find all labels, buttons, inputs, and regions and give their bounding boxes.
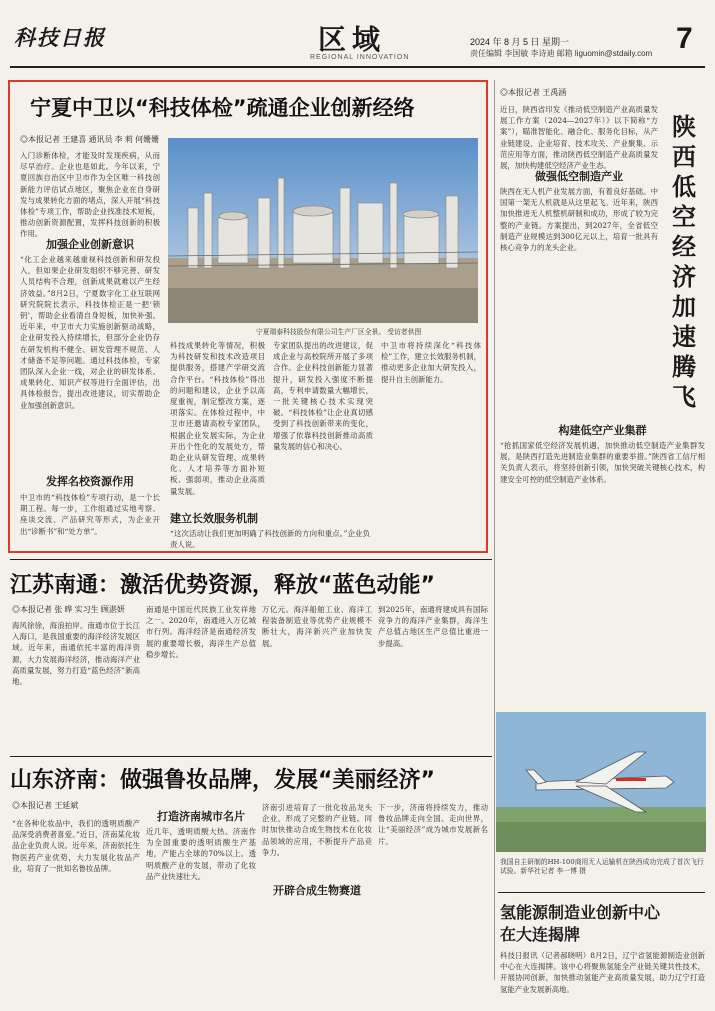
main-col-4: 中卫市将持续深化“科技体检”工作，建立长效服务机制，推动更多企业加大研发投入，提升自主创新能力。: [381, 341, 481, 384]
hydrogen-body: 科技日报讯（记者郝晓明）8月2日，辽宁省氢能源制造业创新中心在大连揭牌。该中心将聚焦氢能全产业链关键共性技术，开展协同创新，加快推动氢能产业高质量发展，助力辽宁打造氢能产业发展新高地。: [500, 951, 705, 994]
side-subhead-1: 做强低空制造产业: [535, 170, 623, 183]
side-headline-char: 加: [672, 293, 696, 321]
main-subhead-3: 建立长效服务机制: [170, 512, 258, 525]
jinan-col-2: 近几年，透明质酸大热。济南作为全国重要的透明质酸生产基地，产能占全球的70%以上。透明质酸产业的发展，带动了化妆品产业快速壮大。: [146, 827, 256, 881]
editors-line: 责任编辑 李国敏 李诗迪 邮箱 liguomin@stdaily.com: [470, 49, 653, 58]
nantong-col-2: 南通是中国近代民族工业发祥地之一。2020年，南通进入万亿城市行列。海洋经济是南通经济发展的重要增长极，海洋生产总值稳步增长。: [146, 605, 256, 659]
section-subtitle: REGIONAL INNOVATION: [310, 54, 410, 61]
jinan-headline: 山东济南：做强鲁妆品牌，发展“美丽经济”: [10, 768, 435, 793]
side-headline-char: 西: [672, 143, 696, 171]
nantong-col-3: 万亿元。海洋船舶工业、海洋工程装备制造业等优势产业规模不断壮大，海洋新兴产业加快发展。: [262, 605, 372, 648]
jinan-col-1: “在各种化妆品中，我们的透明质酸产品深受消费者喜爱。”近日，济南某化妆品企业负责人说。近年来，济南依托生物医药产业优势，大力发展化妆品产业，培育了一批知名鲁妆品牌。: [12, 819, 140, 873]
side-headline-char: 速: [672, 323, 696, 351]
main-subhead-2: 发挥名校资源作用: [46, 475, 134, 488]
hydrogen-headline-line-2: 在大连揭牌: [500, 925, 581, 944]
main-col-1: “化工企业越来越重视科技创新和研发投入，但如果企业研发组织不够完善、研发人员结构不合理，创新成果就难以产生经济效益。”8月2日，宁夏数字化工业互联网研究院院长表示，科技体检正是一把‘锁钥’，帮助企业看清自身短板，加快补强。近年来，中卫市大力实施创新驱动战略，企业研发投入持续增长，但部分企业仍存在研发机构不健全、研发管理不规范、人才储备不足等问题。通过科技体检，专家团队深入企业一线，对企业的研发体系、成果转化、知识产权等进行全面评估，出具体检报告，提出改进建议，切实帮助企业加强创新意识。: [20, 255, 160, 410]
main-lead: 入门诊断体检，才能及时发现疾病，从而尽早治疗。企业也是如此。今年以来，宁夏回族自治区中卫市作为全区唯一科技创新能力评估试点地区，聚焦企业在自身研发与成果转化方面的堵点，深入开展“科技体检”专项工作，帮助企业找准技术短板，推动创新资源配置，发挥科技创新的积极作用。: [20, 151, 160, 239]
side-headline-char: 飞: [672, 383, 696, 411]
section-title: 区域: [318, 23, 387, 56]
side-headline-char: 空: [672, 203, 696, 231]
side-headline-char: 济: [672, 263, 696, 291]
section-rule-jinan: [10, 756, 492, 757]
hydrogen-headline: [500, 902, 660, 946]
nantong-col-4: 到2025年，南通将建成具有国际竞争力的海洋产业集群，海洋生产总值占地区生产总值比重进一步提高。: [378, 605, 488, 648]
main-col-1b: 中卫市的“科技体检”专项行动，是一个长期工程。每一步，工作组通过实地考察、座谈交流、产品研究等形式，为企业开出“诊断书”和“处方单”。: [20, 493, 160, 536]
jinan-col-3: 济南引进培育了一批化妆品龙头企业，形成了完整的产业链。同时加快推动合成生物技术在化妆品领域的应用，不断提升产品竞争力。: [262, 803, 372, 857]
page-number: 7: [676, 22, 693, 55]
main-byline: ◎本报记者 王建喜 通讯员 李 莉 何姗姗: [20, 135, 160, 144]
plant-photo: [168, 138, 478, 323]
aircraft-photo: [496, 712, 706, 852]
jinan-subhead-1: 打造济南城市名片: [157, 810, 245, 823]
column-divider: [494, 80, 495, 980]
jinan-byline: ◎本报记者 王延斌: [12, 801, 79, 810]
plant-photo-caption: 宁夏瑞泰科技股份有限公司生产厂区全景。 受访者供图: [256, 328, 422, 336]
main-headline: 宁夏中卫以“科技体检”疏通企业创新经络: [30, 96, 415, 120]
side-col-2: 陕西在无人机产业发展方面，有着良好基础。中国第一架无人机就是从这里起飞。近年来，陕西加快推进无人机整机研制和成功，形成了较为完整的产业链。方案提出，到2027年，全省低空制造产业规模达到300亿元以上，培育一批具有核心竞争力的龙头企业。: [500, 187, 658, 253]
nantong-byline: ◎本报记者 张 晔 实习生 顾湛妍: [12, 605, 125, 614]
nantong-col-1: 海风徐徐，海浪拍岸。南通市位于长江入海口，是我国重要的海洋经济发展区域。近年来，南通依托丰富的海洋资源，大力发展海洋经济，推动海洋产业高质量发展，努力打造“蓝色经济”新高地。: [12, 621, 140, 687]
masthead-rule: [10, 66, 705, 68]
side-headline-char: 低: [672, 173, 696, 201]
side-col-1: 近日，陕西省印发《推动低空制造产业高质量发展工作方案（2024—2027年）》以下简称“方案”），瞄准智能化、融合化、服务化目标，从产业链建设、企业培育、技术攻关、产业聚集、示范应用等方面，推动陕西低空制造产业高质量发展，加快构建低空经济产业生态。: [500, 105, 658, 171]
side-headline-char: 腾: [672, 353, 696, 381]
hydrogen-headline-line-1: 氢能源制造业创新中心: [500, 903, 661, 922]
side-headline-char: 陕: [672, 113, 696, 141]
main-col-2: 科技成果转化等情况，积极为科技研发和技术改造项目提供服务，搭建产学研交流合作平台。“科技体检”得出的问题和建议，企业予以高度重视，制定整改方案，逐项落实。在体检过程中，中卫市还邀请高校专家团队，根据企业发展实际，为企业开出个性化的发展处方，帮助企业从研发管理、成果转化、人才培养等方面补短板、强弱项，推动企业高质量发展。: [170, 341, 265, 496]
side-headline: [664, 112, 704, 412]
side-subhead-2: 构建低空产业集群: [558, 424, 647, 437]
nantong-headline: 江苏南通：激活优势资源，释放“蓝色动能”: [10, 573, 435, 598]
main-col-2b: “这次活动让我们更加明确了科技创新的方向和重点。”企业负责人说。: [170, 529, 370, 550]
main-col-3: 专家团队提出的改进建议，促成企业与高校院所开展了多项合作。企业科技创新能力显著提升，研发投入强度不断提高，专利申请数量大幅增长，一批关键核心技术实现突破。“科技体检”让企业真切感受到了科技创新带来的变化，增强了依靠科技创新推动高质量发展的信心和决心。: [273, 341, 373, 451]
aircraft-photo-caption: 我国自主研制的HH-100商用无人运输机在陕西成功完成了首次飞行试验。新华社记者 李一博 摄: [500, 858, 704, 875]
side-byline: ◎本报记者 王禹涵: [500, 88, 567, 97]
main-subhead-1: 加强企业创新意识: [46, 238, 134, 251]
dateline: 2024 年 8 月 5 日 星期一: [470, 37, 570, 47]
section-rule-hydrogen: [498, 892, 705, 893]
newspaper-logo: 科技日报: [14, 25, 106, 50]
section-rule-nantong: [10, 559, 492, 560]
jinan-col-4: 下一步，济南将持续发力，推动鲁妆品牌走向全国、走向世界，让“美丽经济”成为城市发展新名片。: [378, 803, 488, 846]
side-headline-char: 经: [672, 233, 696, 261]
side-col-3: “抢抓国家低空经济发展机遇，加快推动低空制造产业集群发展，是陕西打造先进制造业集群的重要举措。”陕西省工信厅相关负责人表示，将坚持创新引领，加快突破关键核心技术，构建安全可控的低空制造产业体系。: [500, 441, 705, 484]
jinan-subhead-2: 开辟合成生物赛道: [273, 884, 361, 897]
masthead: [0, 0, 715, 70]
